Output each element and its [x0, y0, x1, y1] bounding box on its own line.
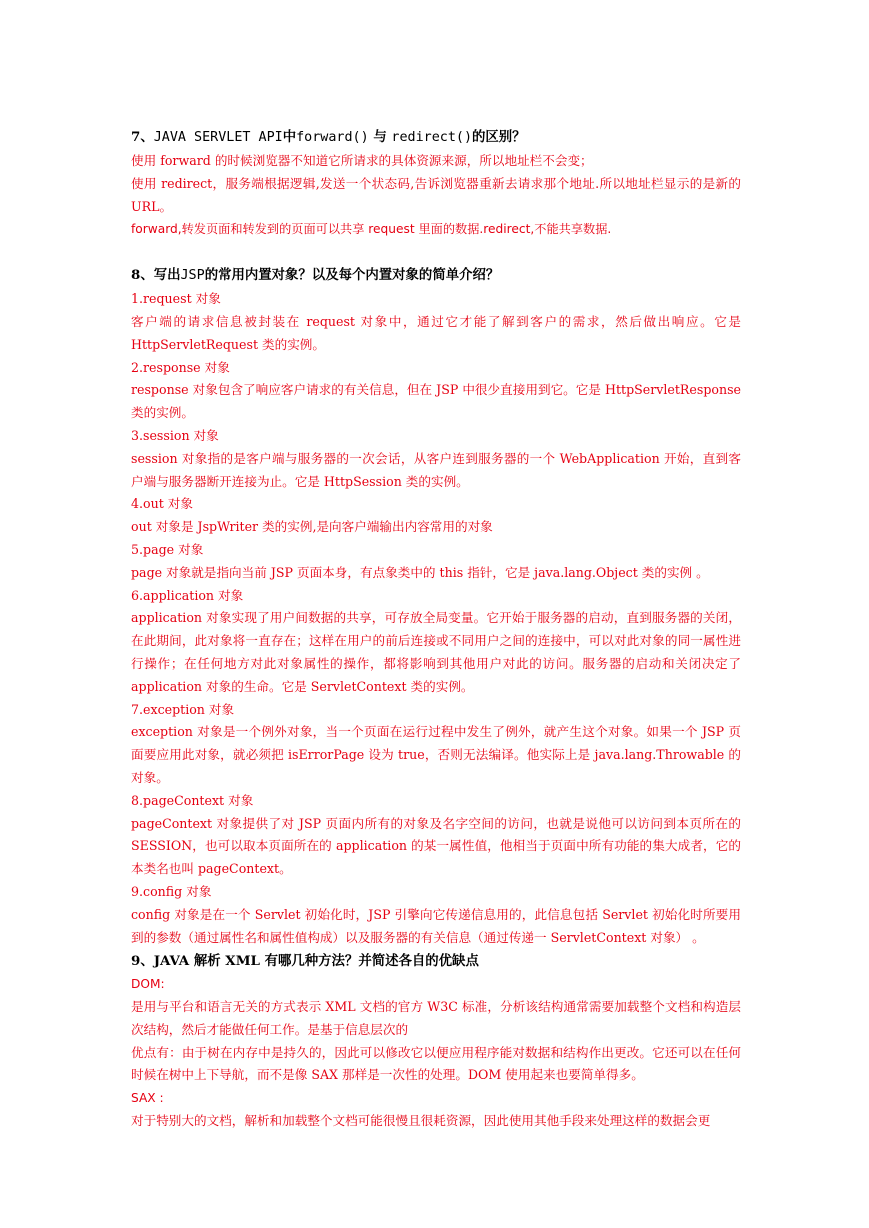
object-title-response: 2.response 对象 — [131, 359, 230, 375]
object-desc-request: 客户端的请求信息被封装在 request 对象中，通过它才能了解到客户的需求，然后做出响应。它是 HttpServletRequest 类的实例。 — [131, 313, 741, 352]
q7-answer-line: 使用 forward 的时候浏览器不知道它所请求的具体资源来源，所以地址栏不会变； — [131, 153, 593, 168]
dom-description: 是用与平台和语言无关的方式表示 XML 文档的官方 W3C 标准，分析该结构通常需要加载整个文档和构造层次结构，然后才能做任何工作。是基于信息层次的 — [131, 999, 741, 1037]
object-title-page: 5.page 对象 — [131, 541, 204, 557]
object-desc-response: response 对象包含了响应客户请求的有关信息，但在 JSP 中很少直接用到它。它是 HttpServletResponse 类的实例。 — [131, 382, 741, 421]
object-desc-config: config 对象是在一个 Servlet 初始化时，JSP 引擎向它传递信息用的，此信息包括 Servlet 初始化时所要用到的参数（通过属性名和属性值构成）以及服务器的有关信息（通过传递一 ServletContext 对象） 。 — [131, 906, 741, 945]
object-desc-page: page 对象就是指向当前 JSP 页面本身，有点象类中的 this 指针，它是 java.lang.Object 类的实例 。 — [131, 564, 709, 580]
dom-label: DOM: — [131, 977, 165, 992]
question-7-heading: 7、JAVA SERVLET API中forward() 与 redirect()的区别？ — [131, 129, 526, 145]
q7-answer-line: forward,转发页面和转发到的页面可以共享 request 里面的数据.redirect,不能共享数据. — [131, 222, 612, 237]
object-title-request: 1.request 对象 — [131, 291, 221, 307]
sax-label: SAX : — [131, 1091, 164, 1106]
object-title-session: 3.session 对象 — [131, 427, 219, 443]
question-8-heading: 8、写出JSP的常用内置对象？以及每个内置对象的简单介绍？ — [131, 267, 500, 284]
object-title-config: 9.config 对象 — [131, 883, 212, 899]
dom-advantages: 优点有：由于树在内存中是持久的，因此可以修改它以便应用程序能对数据和结构作出更改。它还可以在任何时候在树中上下导航，而不是像 SAX 那样是一次性的处理。DOM 使用起来也要简单得多。 — [131, 1044, 741, 1083]
object-desc-pagecontext: pageContext 对象提供了对 JSP 页面内所有的对象及名字空间的访问，也就是说他可以访问到本页所在的 SESSION，也可以取本页面所在的 application 的某一属性值，他相当于页面中所有功能的集大成者，它的本类名也叫 pageContext。 — [131, 815, 742, 877]
object-desc-out: out 对象是 JspWriter 类的实例,是向客户端输出内容常用的对象 — [131, 519, 493, 535]
question-9-heading: 9、JAVA 解析 XML 有哪几种方法？并简述各自的优缺点 — [131, 953, 479, 970]
object-desc-application: application 对象实现了用户间数据的共享，可存放全局变量。它开始于服务器的启动，直到服务器的关闭，在此期间，此对象将一直存在；这样在用户的前后连接或不同用户之间的连接中，可以对此对象的同一属性进行操作；在任何地方对此对象属性的操作，都将影响到其他用户对此的访问。服务器的启动和关闭决定了 application 对象的生命。它是 ServletContext 类的实例。 — [131, 610, 741, 694]
object-title-out: 4.out 对象 — [131, 496, 193, 512]
object-desc-session: session 对象指的是客户端与服务器的一次会话，从客户连到服务器的一个 WebApplication 开始，直到客户端与服务器断开连接为止。它是 HttpSession 类的实例。 — [131, 450, 741, 489]
sax-description: 对于特别大的文档，解析和加载整个文档可能很慢且很耗资源，因此使用其他手段来处理这样的数据会更 — [131, 1113, 711, 1129]
q7-answer-line: 使用 redirect，服务端根据逻辑,发送一个状态码,告诉浏览器重新去请求那个地址.所以地址栏显示的是新的 URL。 — [131, 175, 741, 214]
object-title-application: 6.application 对象 — [131, 587, 244, 603]
object-desc-exception: exception 对象是一个例外对象，当一个页面在运行过程中发生了例外，就产生这个对象。如果一个 JSP 页面要应用此对象，就必须把 isErrorPage 设为 true，否则无法编译。他实际上是 java.lang.Throwable 的对象。 — [131, 724, 741, 785]
object-title-pagecontext: 8.pageContext 对象 — [131, 792, 254, 808]
object-title-exception: 7.exception 对象 — [131, 701, 235, 717]
